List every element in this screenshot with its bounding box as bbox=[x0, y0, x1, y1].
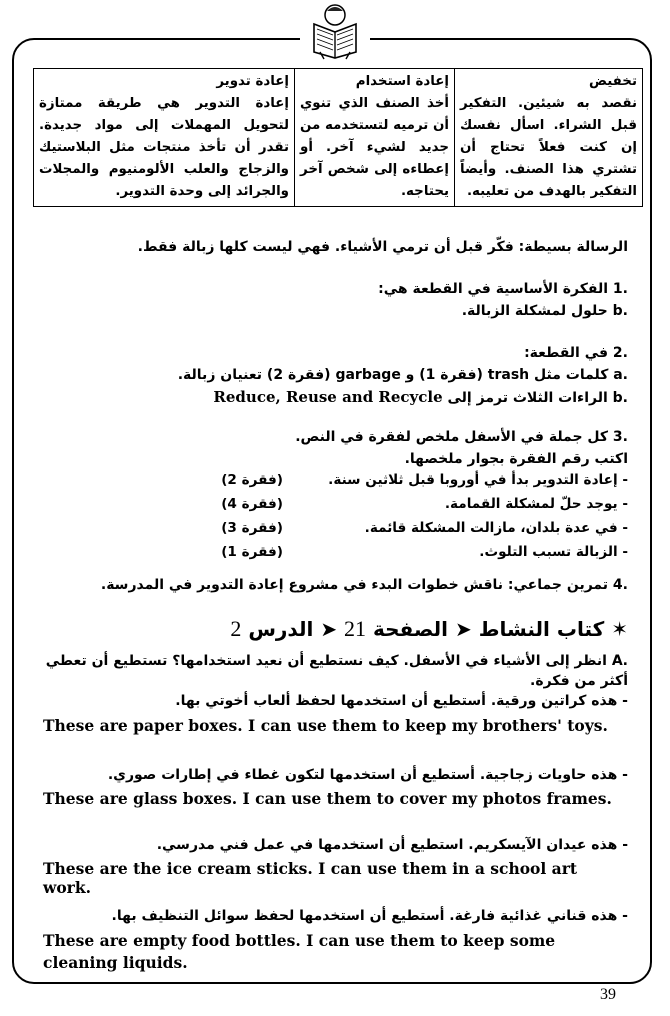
activity-heading bbox=[230, 616, 628, 642]
answer-2b-english: Reduce, Reuse and Recycle bbox=[213, 388, 443, 406]
message-line: الرسالة بسيطة: فكّر قبل أن ترمي الأشياء. فهي ليست كلها زبالة فقط. bbox=[137, 239, 628, 255]
activity-lesson-number: 2 bbox=[230, 616, 242, 641]
answer-2a: .a كلمات مثل trash (فقرة 1) و garbage (فقرة 2) تعنيان زبالة. bbox=[177, 367, 628, 383]
item-english: These are empty food bottles. I can use them to keep some cleaning liquids. bbox=[43, 931, 556, 972]
page-number: 39 bbox=[600, 986, 616, 1003]
item-english: These are the ice cream sticks. I can use them in a school art work. bbox=[43, 859, 578, 897]
star-icon: ✶ bbox=[611, 617, 628, 641]
item-arabic: - هذه قناني غذائية فارغة. أستطيع أن استخدمها لحفظ سوائل التنظيف بها. bbox=[111, 908, 628, 924]
paragraph-number: (فقرة 3) bbox=[221, 520, 283, 536]
activity-page-number: 21 bbox=[344, 616, 367, 641]
item-english: These are paper boxes. I can use them to keep my brothers' toys. bbox=[43, 716, 608, 735]
reading-person-icon bbox=[300, 2, 370, 60]
definition-recycle bbox=[34, 69, 295, 207]
definition-title: إعادة استخدام bbox=[355, 74, 449, 89]
definition-reduce bbox=[455, 69, 643, 207]
summary-text: - الزبالة تسبب التلوث. bbox=[479, 544, 628, 560]
question-3: .3 كل جملة في الأسفل ملخص لفقرة في النص. bbox=[295, 429, 628, 445]
answer-2b-arabic: .b الراءات الثلاث ترمز إلى bbox=[447, 390, 628, 406]
item-arabic: - هذه عيدان الآيسكريم. استطيع أن استخدمها في عمل فني مدرسي. bbox=[156, 837, 628, 853]
definition-title: إعادة تدوير bbox=[216, 74, 289, 89]
question-2: .2 في القطعة: bbox=[524, 345, 628, 361]
summary-text: - إعادة التدوير بدأ في أوروبا قبل ثلاثين سنة. bbox=[328, 472, 628, 488]
answer-1: .b حلول لمشكلة الزبالة. bbox=[461, 303, 628, 319]
definition-body: إعادة التدوير هي طريقة ممتازة لتحويل المهملات إلى مواد جديدة. تقدر أن تأخذ منتجات مثل البلاستيك والزجاج والعلب الألومنيوم والمجلات والجرائد إلى وحدة التدوير. bbox=[39, 96, 289, 199]
summary-text: - في عدة بلدان، مازالت المشكلة قائمة. bbox=[364, 520, 628, 536]
definitions-table bbox=[33, 68, 643, 207]
question-1: .1 الفكرة الأساسية في القطعة هي: bbox=[378, 281, 628, 297]
definition-body: أخذ الصنف الذي تنوي أن ترميه لتستخدمه من جديد لشيء آخر. أو إعطاءه إلى شخص آخر يحتاجه. bbox=[300, 96, 449, 199]
summary-text: - يوجد حلّ لمشكلة القمامة. bbox=[444, 496, 628, 512]
item-english: These are glass boxes. I can use them to cover my photos frames. bbox=[43, 789, 612, 808]
definition-reuse bbox=[295, 69, 455, 207]
answer-2b bbox=[30, 388, 628, 407]
paragraph-number: (فقرة 4) bbox=[221, 496, 283, 512]
arrow-icon: ➤ bbox=[320, 617, 338, 641]
item-arabic: - هذه كراتين ورقية. أستطيع أن استخدمها لحفظ ألعاب أخوتي بها. bbox=[175, 693, 628, 709]
paragraph-number: (فقرة 2) bbox=[221, 472, 283, 488]
activity-book-label: كتاب النشاط bbox=[478, 617, 605, 641]
question-3-instruction: اكتب رقم الفقرة بجوار ملخصها. bbox=[404, 451, 628, 467]
paragraph-number: (فقرة 1) bbox=[221, 544, 283, 560]
part-a-instruction: .A انظر إلى الأشياء في الأسفل. كيف نستطيع أن نعيد استخدامها؟ تستطيع أن تعطي أكثر من فكرة. bbox=[45, 653, 628, 689]
item-arabic: - هذه حاويات زجاجية. أستطيع أن استخدمها لتكون غطاء في إطارات صوري. bbox=[107, 767, 628, 783]
question-4: .4 تمرين جماعي: ناقش خطوات البدء في مشروع إعادة التدوير في المدرسة. bbox=[100, 577, 628, 593]
activity-lesson-label: الدرس bbox=[248, 617, 314, 641]
activity-page-label: الصفحة bbox=[373, 617, 449, 641]
arrow-icon: ➤ bbox=[455, 617, 472, 641]
definition-title: تخفيض bbox=[588, 74, 637, 89]
definition-body: نقصد به شيئين. التفكير قبل الشراء. اسأل نفسك إن كنت فعلاً تحتاج أن تشتري هذا الصنف. وأيضاً التفكير بالهدف من تعليبه. bbox=[460, 96, 637, 199]
